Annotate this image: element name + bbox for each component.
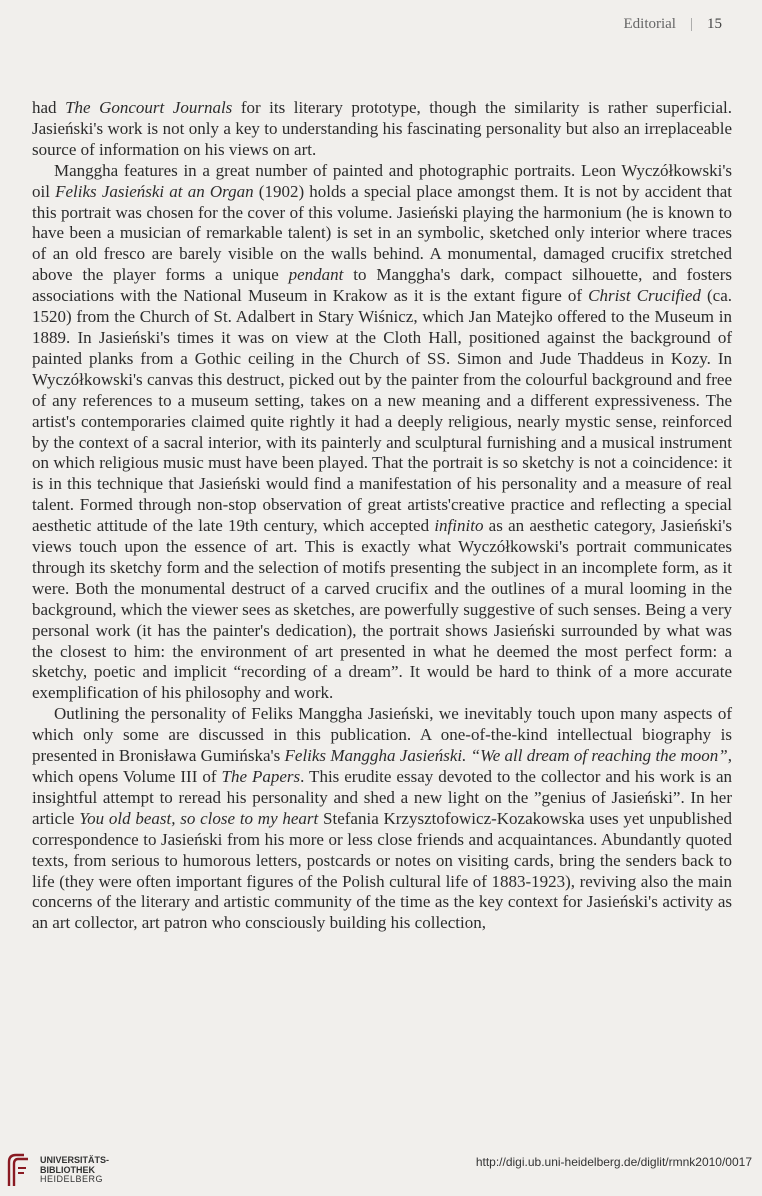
italic-title: The Goncourt Journals — [65, 98, 233, 117]
section-title: Editorial — [623, 16, 676, 32]
body-text — [32, 98, 732, 934]
text-run: Stefania Krzysztofowicz-Kozakowska uses yet unpublished correspondence to Jasieński from his more or less close friends and acquaintances. Abundantly quoted texts, from serious to humorous letters, postcards or notes on visiting cards, bring the senders back to life (they were often important figures of the Polish cultural life of 1883-1923), reviving also the main concerns of the literary and artistic community of the time as the key context for Jasieński's activity as an art collector, art patron who consciously building his collection, — [32, 808, 733, 933]
italic-title: pendant — [288, 265, 344, 285]
running-header — [623, 16, 722, 33]
library-line-1: UNIVERSITÄTS- — [40, 1155, 110, 1165]
italic-title: Feliks Manggha Jasieński. “We all dream of reaching the moon” — [284, 746, 728, 766]
library-logo-icon — [4, 1152, 34, 1188]
text-run: , which opens Volume III of — [32, 746, 732, 786]
text-run: for its literary prototype, though the similarity is rather superficial. Jasieński's work is not only a key to understanding his fascinating personality but also an irreplaceable source of information on his views on art. — [32, 98, 733, 159]
text-run: to Manggha's dark, compact silhouette, and fosters associations with the National Museum in Krakow as it is the extant figure of — [32, 265, 732, 306]
text-run: had — [32, 98, 66, 117]
paragraph — [32, 161, 732, 705]
text-run: Outlining the personality of Feliks Manggha Jasieński, we inevitably touch upon many aspects of which only some are discussed in this publication. A one-of-the-kind intellectual biography is presented in Bronisława Gumińska's — [32, 704, 732, 766]
header-divider: | — [689, 16, 693, 32]
italic-title: infinito — [434, 516, 484, 536]
text-run: as an aesthetic category, Jasieński's views touch upon the essence of art. This is exactly what Wyczółkowski's portrait communicates through its sketchy form and the selection of motifs presenting the subject in an incomplete form, as it were. Both the monumental destruct of a carved crucifix and the outlines of a mural looming in the background, which the viewer sees as sketches, are powerfully suggestive of such senses. Being a very personal work (it has the painter's dedication), the portrait shows Jasieński surrounded by what was the closest to him: the environment of art presented in what he deemed the most perfect form: a sketchy, poetic and implicit “recording of a dream”. It would be hard to think of a more accurate exemplification of his philosophy and work. — [32, 516, 732, 703]
library-name — [40, 1156, 109, 1185]
text-run: (1902) holds a special place amongst them. It is not by accident that this portrait was chosen for the cover of this volume. Jasieński playing the harmonium (he is known to have been a musician of remarkable talent) is set in an symbolic, sketched only interior where traces of an old fresco are barely visible on the walls behind. A monumental, damaged crucifix stretched above the player forms a unique — [32, 181, 732, 285]
text-run: Manggha features in a great number of painted and photographic portraits. Leon Wyczółkowski's oil — [32, 160, 732, 201]
italic-title: Christ Crucified — [588, 286, 701, 306]
text-run: (ca. 1520) from the Church of St. Adalbert in Stary Wiśnicz, which Jan Matejko offered to the Museum in 1889. In Jasieński's times it was on view at the Cloth Hall, positioned against the background of painted planks from a Gothic ceiling in the Church of SS. Simon and Jude Thaddeus in Kozy. In Wyczółkowski's canvas this destruct, picked out by the painter from the colourful background and free of any references to a museum setting, takes on a new meaning and a different expressiveness. The artist's contemporaries claimed quite rightly it had a deeply religious, nearly mystic sense, reinforced by the context of a sacral interior, with its painterly and sculptural furnishing and a musical instrument on which religious music must have been played. That the portrait is so sketchy is not a coincidence: it is in this technique that Jasieński would find a manifestation of his personality and a measure of real talent. Formed through non-stop observation of great artists'creative practice and reflecting a special aesthetic attitude of the late 19th century, which accepted — [32, 286, 733, 536]
paragraph — [32, 98, 732, 161]
library-line-2: BIBLIOTHEK — [40, 1164, 95, 1175]
page-number: 15 — [707, 16, 722, 32]
permalink-url[interactable]: http://digi.ub.uni-heidelberg.de/diglit/rmnk2010/0017 — [475, 1155, 752, 1169]
library-line-3: HEIDELBERG — [40, 1174, 104, 1184]
italic-title: You old beast, so close to my heart — [79, 808, 319, 828]
italic-title: Feliks Jasieński at an Organ — [55, 181, 254, 201]
paragraph — [32, 704, 732, 934]
text-run: . This erudite essay devoted to the collector and his work is an insightful attempt to reread his personality and shed a new light on the ”genius of Jasieński”. In her article — [32, 767, 732, 828]
italic-title: The Papers — [221, 767, 301, 786]
